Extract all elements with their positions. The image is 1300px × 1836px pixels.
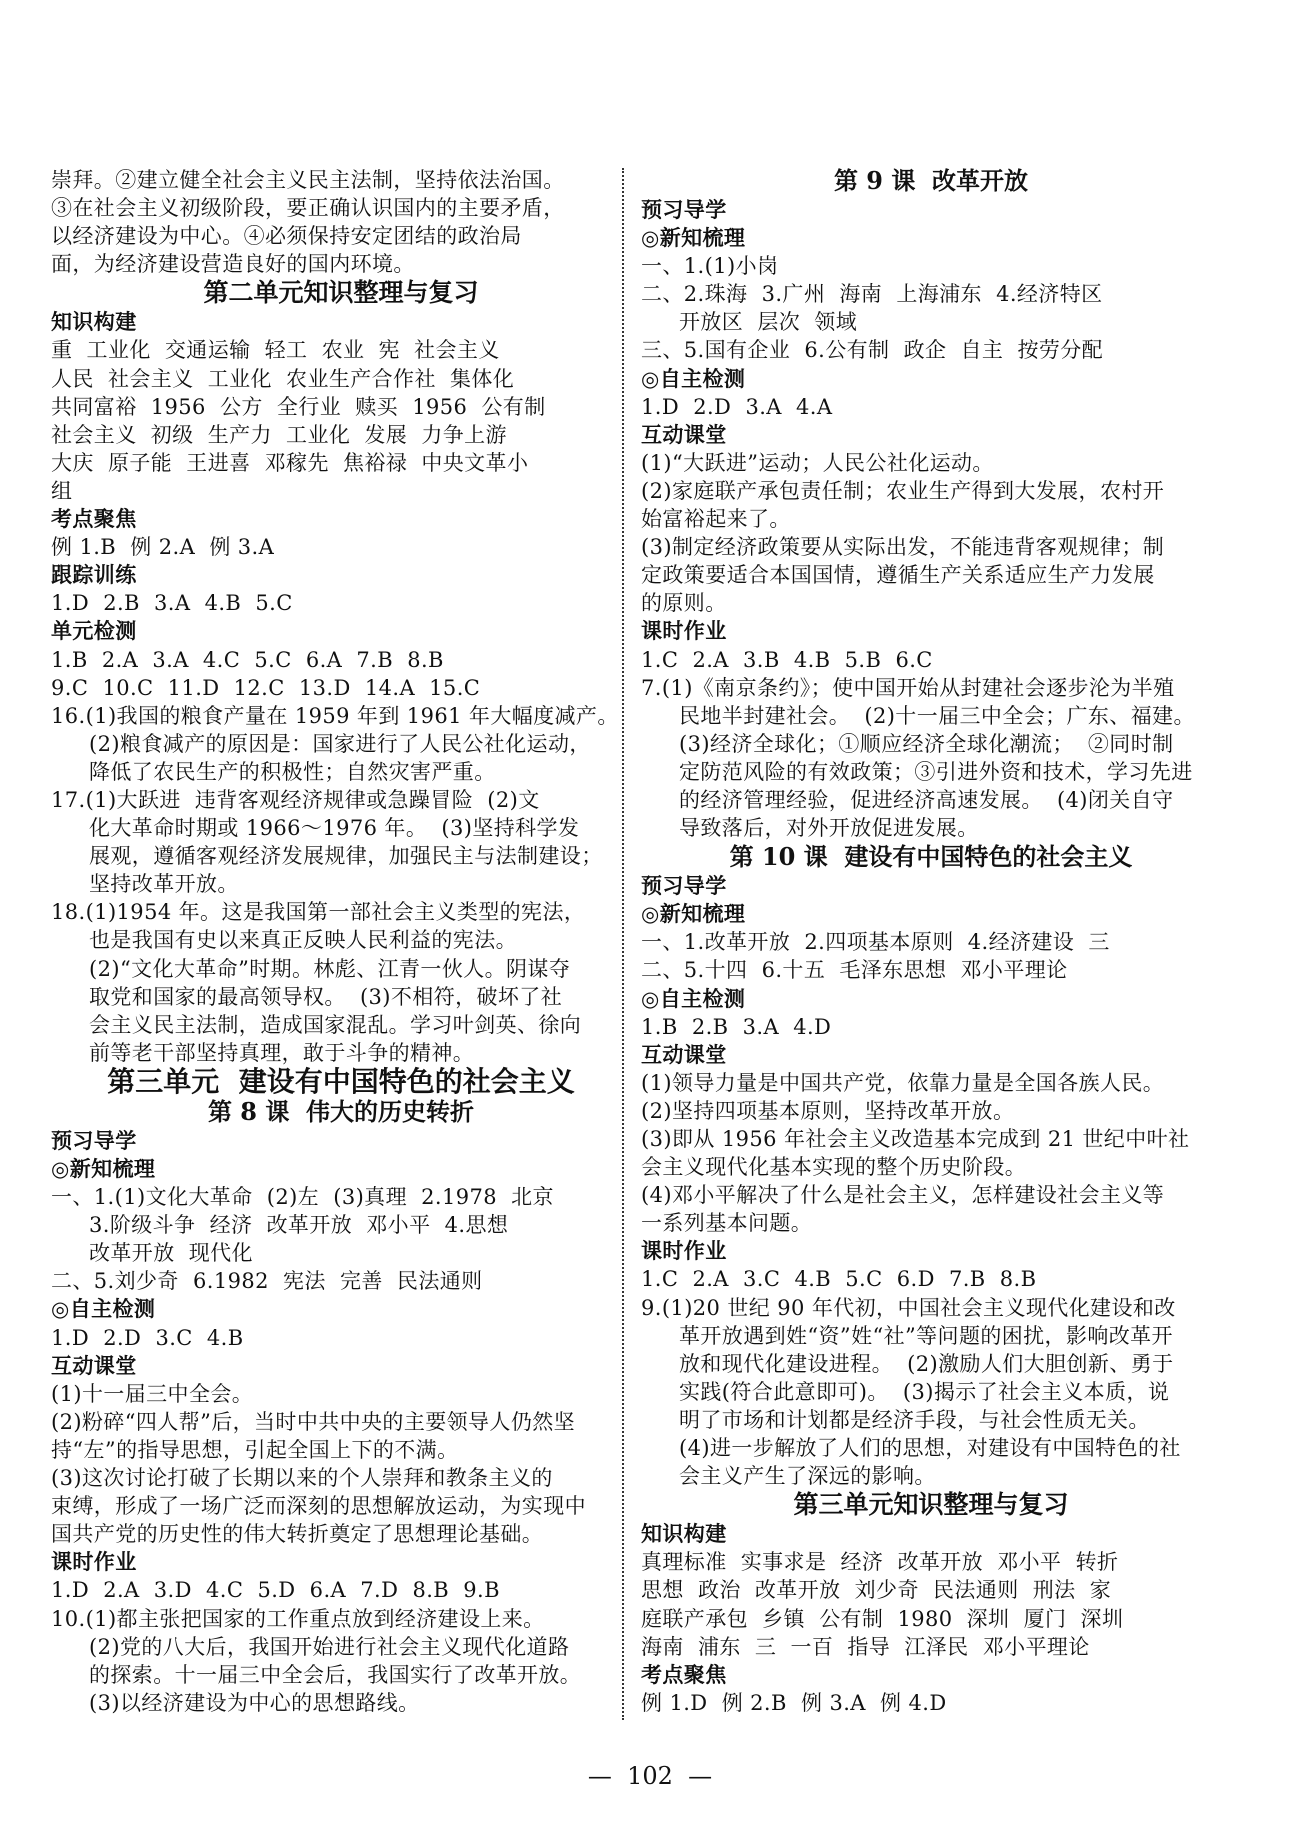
text-line: 大庆 原子能 王进喜 邓稼先 焦裕禄 中央文革小 <box>51 450 529 475</box>
text-line: 降低了农民生产的积极性；自然灾害严重。 <box>89 759 496 784</box>
text-line: 导致落后，对外开放促进发展。 <box>679 816 979 841</box>
subsection-label: ◎新知梳理 <box>641 901 746 927</box>
text-line: 真理标准 实事求是 经济 改革开放 邓小平 转折 <box>641 1550 1119 1575</box>
text-line: 庭联产承包 乡镇 公有制 1980 深圳 厦门 深圳 <box>641 1606 1124 1631</box>
text-line: 16.(1)我国的粮食产量在 1959 年到 1961 年大幅度减产。 <box>51 703 619 728</box>
text-line: 1.C 2.A 3.C 4.B 5.C 6.D 7.B 8.B <box>641 1267 1037 1292</box>
text-line: 坚持改革开放。 <box>89 872 239 897</box>
text-line: (4)邓小平解决了什么是社会主义，怎样建设社会主义等 <box>641 1183 1165 1208</box>
subsection-label: 预习导学 <box>51 1127 137 1153</box>
subsection-label: ◎自主检测 <box>641 365 746 391</box>
text-line: 面，为经济建设营造良好的国内环境。 <box>51 252 415 277</box>
text-line: 定防范风险的有效政策；③引进外资和技术，学习先进 <box>679 759 1193 784</box>
text-line: 展观，遵循客观经济发展规律，加强民主与法制建设； <box>89 844 603 869</box>
text-line: 以经济建设为中心。④必须保持安定团结的政治局 <box>51 224 522 249</box>
subsection-label: 知识构建 <box>641 1521 727 1547</box>
subsection-label: 预习导学 <box>641 197 727 222</box>
subsection-label: 互动课堂 <box>641 1041 727 1067</box>
text-line: (2)党的八大后，我国开始进行社会主义现代化道路 <box>89 1634 570 1659</box>
text-line: 二、2.珠海 3.广州 海南 上海浦东 4.经济特区 <box>641 282 1103 307</box>
text-line: (3)经济全球化；①顺应经济全球化潮流； ②同时制 <box>679 731 1174 756</box>
subsection-label: 课时作业 <box>51 1549 137 1575</box>
text-line: 1.D 2.B 3.A 4.B 5.C <box>51 591 293 616</box>
text-line: 崇拜。②建立健全社会主义民主法制，坚持依法治国。 <box>51 168 565 192</box>
text-line: (4)进一步解放了人们的思想，对建设有中国特色的社 <box>679 1436 1181 1461</box>
subsection-label: 课时作业 <box>641 618 727 644</box>
text-line: 实践(符合此意即可)。 (3)揭示了社会主义本质，说 <box>679 1379 1170 1404</box>
text-line: 的原则。 <box>641 591 727 616</box>
section-heading: 第 8 课 伟大的历史转折 <box>207 1096 475 1126</box>
text-line: 二、5.十四 6.十五 毛泽东思想 邓小平理论 <box>641 958 1068 983</box>
text-line: 束缚，形成了一场广泛而深刻的思想解放运动，为实现中 <box>51 1494 586 1519</box>
text-line: 3.阶级斗争 经济 改革开放 邓小平 4.思想 <box>89 1213 509 1238</box>
subsection-label: 知识构建 <box>51 309 137 335</box>
text-line: 革开放遇到姓“资”姓“社”等问题的困扰，影响改革开 <box>679 1323 1173 1348</box>
text-line: 明了市场和计划都是经济手段，与社会性质无关。 <box>679 1407 1150 1432</box>
text-line: 例 1.B 例 2.A 例 3.A <box>51 535 275 560</box>
text-line: 7.(1)《南京条约》；使中国开始从封建社会逐步沦为半殖 <box>641 675 1175 700</box>
left-column <box>51 166 631 1717</box>
text-line: 民地半封建社会。 (2)十一届三中全会；广东、福建。 <box>679 703 1195 728</box>
section-heading: 第 9 课 改革开放 <box>833 166 1029 195</box>
text-line: 思想 政治 改革开放 刘少奇 民法通则 刑法 家 <box>641 1578 1112 1603</box>
subsection-label: 单元检测 <box>51 618 137 644</box>
text-line: 化大革命时期或 1966～1976 年。 (3)坚持科学发 <box>89 816 580 841</box>
subsection-label: ◎自主检测 <box>641 985 746 1011</box>
text-line: 的探索。十一届三中全会后，我国实行了改革开放。 <box>89 1662 582 1687</box>
text-line: 一、1.改革开放 2.四项基本原则 4.经济建设 三 <box>641 930 1110 955</box>
text-line: 三、5.国有企业 6.公有制 政企 自主 按劳分配 <box>641 338 1104 363</box>
section-heading: 第三单元 建设有中国特色的社会主义 <box>107 1064 575 1098</box>
column-divider <box>622 168 624 1720</box>
section-heading: 第二单元知识整理与复习 <box>203 278 479 308</box>
text-line: 1.D 2.A 3.D 4.C 5.D 6.A 7.D 8.B 9.B <box>51 1578 500 1603</box>
text-line: (1)“大跃进”运动；人民公社化运动。 <box>641 450 994 475</box>
subsection-label: 课时作业 <box>641 1238 727 1264</box>
text-line: (3)以经济建设为中心的思想路线。 <box>89 1690 420 1715</box>
text-line: 的经济管理经验，促进经济高速发展。 (4)闭关自守 <box>679 787 1174 812</box>
text-line: (2)粉碎“四人帮”后，当时中共中央的主要领导人仍然坚 <box>51 1409 576 1434</box>
section-heading: 第 10 课 建设有中国特色的社会主义 <box>729 842 1133 872</box>
text-line: (1)领导力量是中国共产党，依靠力量是全国各族人民。 <box>641 1070 1165 1095</box>
text-line: (2)粮食减产的原因是：国家进行了人民公社化运动， <box>89 731 591 756</box>
text-line: 定政策要适合本国国情，遵循生产关系适应生产力发展 <box>641 563 1155 588</box>
text-line: 改革开放 现代化 <box>89 1241 253 1266</box>
text-line: 开放区 层次 领域 <box>679 310 858 335</box>
text-line: 重 工业化 交通运输 轻工 农业 宪 社会主义 <box>51 338 500 363</box>
text-line: 一、1.(1)小岗 <box>641 254 779 279</box>
text-line: 9.(1)20 世纪 90 年代初，中国社会主义现代化建设和改 <box>641 1295 1176 1320</box>
text-line: 会主义民主法制，造成国家混乱。学习叶剑英、徐向 <box>89 1012 582 1037</box>
text-line: 1.B 2.B 3.A 4.D <box>641 1014 832 1039</box>
text-line: 国共产党的历史性的伟大转折奠定了思想理论基础。 <box>51 1522 544 1547</box>
text-line: 海南 浦东 三 一百 指导 江泽民 邓小平理论 <box>641 1634 1090 1659</box>
subsection-label: 互动课堂 <box>51 1352 137 1378</box>
text-line: (2)坚持四项基本原则，坚持改革开放。 <box>641 1098 1015 1123</box>
subsection-label: ◎自主检测 <box>51 1296 156 1322</box>
text-line: 二、5.刘少奇 6.1982 宪法 完善 民法通则 <box>51 1269 483 1294</box>
text-line: (3)制定经济政策要从实际出发，不能违背客观规律；制 <box>641 535 1165 560</box>
subsection-label: 跟踪训练 <box>51 562 137 588</box>
subsection-label: ◎新知梳理 <box>51 1156 156 1181</box>
text-line: 10.(1)都主张把国家的工作重点放到经济建设上来。 <box>51 1606 545 1631</box>
text-line: 会主义产生了深远的影响。 <box>679 1464 936 1489</box>
text-line: (2)家庭联产承包责任制；农业生产得到大发展，农村开 <box>641 478 1165 503</box>
text-line: 取党和国家的最高领导权。 (3)不相符，破坏了社 <box>89 984 563 1009</box>
text-line: 持“左”的指导思想，引起全国上下的不满。 <box>51 1437 459 1462</box>
text-line: 前等老干部坚持真理，敢于斗争的精神。 <box>89 1040 475 1065</box>
text-line: 例 1.D 例 2.B 例 3.A 例 4.D <box>641 1690 947 1715</box>
text-line: (1)十一届三中全会。 <box>51 1381 254 1406</box>
text-line: 一系列基本问题。 <box>641 1211 813 1236</box>
text-line: 共同富裕 1956 公方 全行业 赎买 1956 公有制 <box>51 394 546 419</box>
text-line: 一、1.(1)文化大革命 (2)左 (3)真理 2.1978 北京 <box>51 1185 554 1210</box>
section-heading: 第三单元知识整理与复习 <box>793 1490 1069 1520</box>
subsection-label: 互动课堂 <box>641 421 727 447</box>
text-line: 1.C 2.A 3.B 4.B 5.B 6.C <box>641 647 933 672</box>
subsection-label: 考点聚焦 <box>51 506 137 532</box>
text-line: (2)“文化大革命”时期。林彪、江青一伙人。阴谋夺 <box>89 956 571 981</box>
text-line: 社会主义 初级 生产力 工业化 发展 力争上游 <box>51 422 507 447</box>
text-line: 放和现代化建设进程。 (2)激励人们大胆创新、勇于 <box>679 1351 1174 1376</box>
text-line: 会主义现代化基本实现的整个历史阶段。 <box>641 1155 1027 1180</box>
page-number: — 102 — <box>587 1762 713 1790</box>
text-line: 1.B 2.A 3.A 4.C 5.C 6.A 7.B 8.B <box>51 647 444 672</box>
text-line: 1.D 2.D 3.A 4.A <box>641 394 833 419</box>
subsection-label: 考点聚焦 <box>641 1661 727 1687</box>
subsection-label: ◎新知梳理 <box>641 225 746 251</box>
text-line: (3)即从 1956 年社会主义改造基本完成到 21 世纪中叶社 <box>641 1127 1190 1151</box>
text-line: 17.(1)大跃进 违背客观经济规律或急躁冒险 (2)文 <box>51 787 540 812</box>
text-line: 组 <box>51 478 73 503</box>
text-line: 始富裕起来了。 <box>641 507 791 532</box>
text-line: ③在社会主义初级阶段，要正确认识国内的主要矛盾， <box>51 196 565 221</box>
text-line: (3)这次讨论打破了长期以来的个人崇拜和教条主义的 <box>51 1466 553 1491</box>
subsection-label: 预习导学 <box>641 873 727 899</box>
text-line: 9.C 10.C 11.D 12.C 13.D 14.A 15.C <box>51 675 481 700</box>
text-line: 人民 社会主义 工业化 农业生产合作社 集体化 <box>51 366 515 391</box>
text-line: 18.(1)1954 年。这是我国第一部社会主义类型的宪法， <box>51 900 586 925</box>
right-column <box>641 166 1221 1717</box>
text-line: 1.D 2.D 3.C 4.B <box>51 1325 244 1350</box>
text-line: 也是我国有史以来真正反映人民利益的宪法。 <box>89 928 517 953</box>
